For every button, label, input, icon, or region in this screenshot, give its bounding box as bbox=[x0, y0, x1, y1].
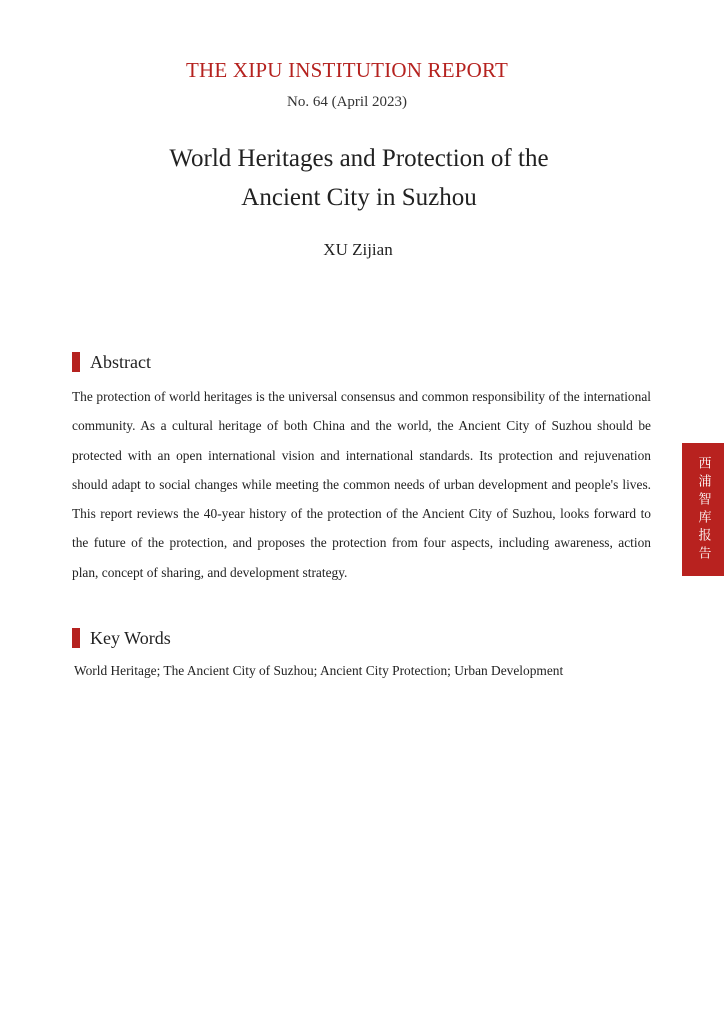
section-marker bbox=[72, 352, 80, 372]
abstract-line: community. As a cultural heritage of both China and the world, the Ancient City of Suzhou should be bbox=[72, 418, 651, 434]
document-title-line: Ancient City in Suzhou bbox=[241, 184, 477, 211]
abstract-line: The protection of world heritages is the universal consensus and common responsibility of the international bbox=[72, 389, 651, 404]
abstract-line: should adapt to social changes while meeting the common needs of urban development and people's lives. bbox=[72, 476, 651, 492]
author-name: XU Zijian bbox=[323, 240, 393, 259]
document-title-line: World Heritages and Protection of the bbox=[169, 145, 549, 172]
abstract-line: plan, concept of sharing, and development strategy. bbox=[72, 564, 348, 580]
abstract-heading-label: Abstract bbox=[90, 351, 151, 372]
abstract-heading bbox=[72, 351, 151, 373]
side-tab bbox=[682, 443, 724, 576]
abstract-line: This report reviews the 40-year history of the protection of the Ancient City of Suzhou, looks forward to bbox=[72, 506, 651, 522]
section-marker bbox=[72, 628, 80, 648]
document-title bbox=[0, 139, 718, 217]
abstract-line: protected with an open international vision and international standards. Its protection and rejuvenation bbox=[72, 447, 651, 463]
keywords-text: World Heritage; The Ancient City of Suzhou; Ancient City Protection; Urban Development bbox=[74, 663, 564, 678]
abstract-body bbox=[72, 382, 651, 587]
series-title: THE XIPU INSTITUTION REPORT bbox=[185, 58, 509, 82]
keywords-heading bbox=[72, 627, 171, 649]
issue-number: No. 64 (April 2023) bbox=[287, 94, 407, 110]
keywords-heading-label: Key Words bbox=[90, 627, 171, 648]
abstract-line: the future of the protection, and proposes the protection from four aspects, including awareness, action bbox=[72, 535, 651, 551]
side-tab-label: 西浦智库报告 bbox=[695, 455, 711, 564]
